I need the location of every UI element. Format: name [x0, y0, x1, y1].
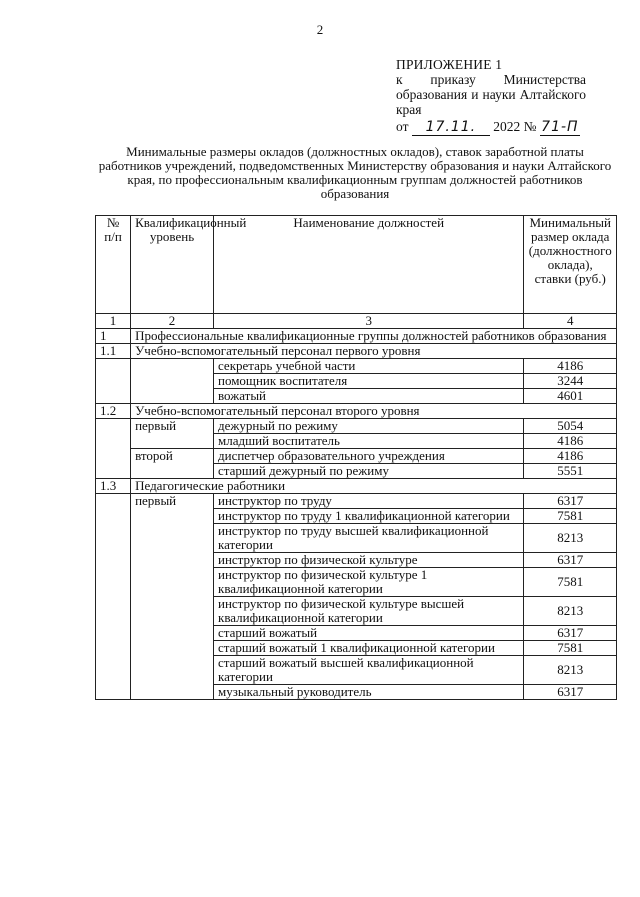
header-cell-level: Квалификационный уровень [131, 216, 214, 314]
section-title: Учебно-вспомогательный персонал второго уровня [131, 404, 617, 419]
position-name-cell: помощник воспитателя [214, 374, 524, 389]
position-name-cell: старший вожатый 1 квалификационной категории [214, 641, 524, 656]
salary-value-cell: 4186 [524, 434, 617, 449]
salary-value-cell: 3244 [524, 374, 617, 389]
table-row [96, 494, 617, 509]
salary-value-cell: 5551 [524, 464, 617, 479]
salary-value-cell: 6317 [524, 494, 617, 509]
section-title: Учебно-вспомогательный персонал первого уровня [131, 344, 617, 359]
salary-value-cell: 5054 [524, 419, 617, 434]
position-name-cell: младший воспитатель [214, 434, 524, 449]
position-name-cell: инструктор по труду 1 квалификационной категории [214, 509, 524, 524]
section-number: 1.2 [96, 404, 131, 419]
section-row [96, 404, 617, 419]
position-name-cell: музыкальный руководитель [214, 685, 524, 700]
section-number: 1.1 [96, 344, 131, 359]
salary-value-cell: 4601 [524, 389, 617, 404]
salary-value-cell: 6317 [524, 553, 617, 568]
position-name-cell: секретарь учебной части [214, 359, 524, 374]
salary-value-cell: 8213 [524, 524, 617, 553]
section-row [96, 479, 617, 494]
column-number: 2 [131, 314, 214, 329]
salary-value-cell: 6317 [524, 685, 617, 700]
table-row [96, 449, 617, 464]
salary-value-cell: 7581 [524, 509, 617, 524]
table-row [96, 419, 617, 434]
number-cell-empty [96, 359, 131, 404]
appendix-number: 71-П [541, 119, 579, 135]
position-name-cell: дежурный по режиму [214, 419, 524, 434]
page-number: 2 [316, 22, 324, 37]
position-name-cell: вожатый [214, 389, 524, 404]
appendix-year: 2022 № [493, 119, 537, 134]
salary-value-cell: 7581 [524, 641, 617, 656]
header-cell-position: Наименование должностей [214, 216, 524, 314]
appendix-title: ПРИЛОЖЕНИЕ 1 [396, 57, 503, 72]
salary-value-cell: 6317 [524, 626, 617, 641]
number-cell-empty [96, 494, 131, 700]
level-cell [131, 359, 214, 404]
number-cell-empty [96, 419, 131, 479]
column-number: 1 [96, 314, 131, 329]
position-name-cell: инструктор по физической культуре высшей квалификационной категории [214, 597, 524, 626]
salary-table-body [96, 216, 617, 700]
section-title: Педагогические работники [131, 479, 617, 494]
position-name-cell: инструктор по труду высшей квалификационной категории [214, 524, 524, 553]
group-number: 1 [96, 329, 131, 344]
document-title: Минимальные размеры окладов (должностных окладов), ставок заработной платы работников учреждений, подведомственных Министерству образования и науки Алтайского края, по профессиональным квалификационным группам должностей работников образования [98, 144, 612, 201]
group-title: Профессиональные квалификационные группы должностей работников образования [131, 329, 617, 344]
appendix-prefix: от [396, 119, 409, 134]
appendix-signature-line [396, 119, 586, 136]
salary-value-cell: 7581 [524, 568, 617, 597]
position-name-cell: инструктор по физической культуре [214, 553, 524, 568]
position-name-cell: инструктор по физической культуре 1 квалификационной категории [214, 568, 524, 597]
level-cell: первый [131, 494, 214, 700]
salary-value-cell: 8213 [524, 656, 617, 685]
position-name-cell: диспетчер образовательного учреждения [214, 449, 524, 464]
salary-table [95, 215, 617, 700]
salary-value-cell: 8213 [524, 597, 617, 626]
salary-value-cell: 4186 [524, 359, 617, 374]
header-cell-number: № п/п [96, 216, 131, 314]
position-name-cell: старший вожатый [214, 626, 524, 641]
column-number: 4 [524, 314, 617, 329]
level-cell: первый [131, 419, 214, 449]
group-row [96, 329, 617, 344]
position-name-cell: старший дежурный по режиму [214, 464, 524, 479]
position-name-cell: старший вожатый высшей квалификационной категории [214, 656, 524, 685]
column-number: 3 [214, 314, 524, 329]
column-number-row [96, 314, 617, 329]
section-number: 1.3 [96, 479, 131, 494]
level-cell: второй [131, 449, 214, 479]
header-cell-salary: Минимальный размер оклада (должностного оклада), ставки (руб.) [524, 216, 617, 314]
appendix-body: к приказу Министерства образования и науки Алтайского края [396, 72, 586, 117]
salary-value-cell: 4186 [524, 449, 617, 464]
position-name-cell: инструктор по труду [214, 494, 524, 509]
table-header-row [96, 216, 617, 314]
section-row [96, 344, 617, 359]
appendix-date: 17.11. [425, 119, 477, 135]
table-row [96, 359, 617, 374]
appendix-block [396, 57, 586, 136]
